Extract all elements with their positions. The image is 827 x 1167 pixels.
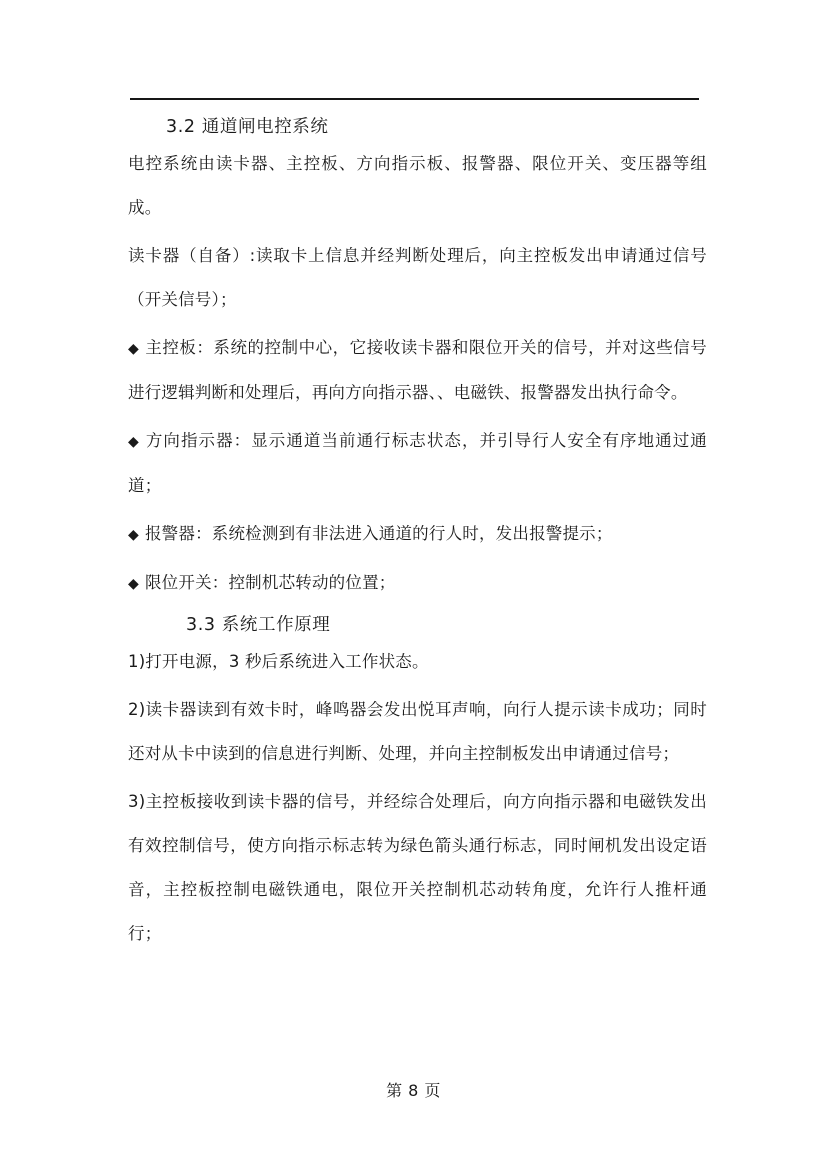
bullet-main-control-board-text: 主控板：系统的控制中心，它接收读卡器和限位开关的信号，并对这些信号进行逻辑判断和处理后，再向方向指示器、、电磁铁、报警器发出执行命令。 [128, 338, 708, 402]
paragraph-card-reader: 读卡器（自备）:读取卡上信息并经判断处理后，向主控板发出申请通过信号（开关信号）； [128, 246, 707, 309]
paragraph-electrical-control-composition: 电控系统由读卡器、主控板、方向指示板、报警器、限位开关、变压器等组成。 [128, 154, 707, 217]
paragraph-step-3: 3)主控板接收到读卡器的信号，并经综合处理后，向方向指示器和电磁铁发出有效控制信号，使方向指示标志转为绿色箭头通行标志，同时闸机发出设定语音，主控板控制电磁铁通电，限位开关控制机芯动转角度，允许行人推杆通行； [128, 792, 707, 943]
bullet-limit-switch-text: 限位开关：控制机芯转动的位置； [144, 573, 396, 592]
document-body [128, 112, 707, 960]
page-number-footer: 第 8 页 [386, 1081, 441, 1100]
section-heading-3-2: 3.2 通道闸电控系统 [166, 117, 329, 137]
bullet-direction-indicator-text: 方向指示器：显示通道当前通行标志状态，并引导行人安全有序地通过通道； [128, 431, 708, 495]
paragraph-step-1: 1)打开电源，3 秒后系统进入工作状态。 [128, 652, 429, 671]
header-divider [130, 98, 699, 100]
bullet-alarm-text: 报警器：系统检测到有非法进入通道的行人时，发出报警提示； [144, 524, 613, 543]
diamond-bullet-icon: ◆ [128, 341, 140, 357]
diamond-bullet-icon: ◆ [128, 576, 139, 592]
bullet-alarm [128, 512, 707, 557]
diamond-bullet-icon: ◆ [128, 527, 139, 543]
bullet-direction-indicator [128, 419, 707, 508]
bullet-main-control-board [128, 326, 707, 415]
paragraph-step-2: 2)读卡器读到有效卡时，峰鸣器会发出悦耳声响，向行人提示读卡成功；同时还对从卡中读到的信息进行判断、处理，并向主控制板发出申请通过信号； [128, 700, 707, 763]
diamond-bullet-icon: ◆ [128, 434, 140, 450]
bullet-limit-switch [128, 561, 707, 606]
section-heading-3-3: 3.3 系统工作原理 [186, 615, 331, 635]
